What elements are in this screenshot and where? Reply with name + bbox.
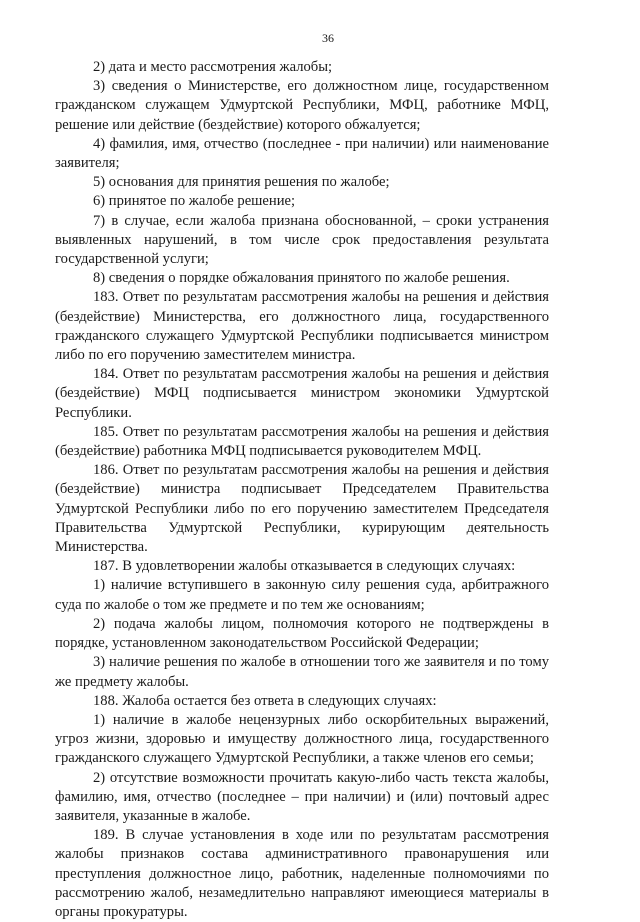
page-number: 36 <box>322 31 334 45</box>
paragraph-185: 185. Ответ по результатам рассмотрения жалобы на решения и действия (бездействие) работника МФЦ подписывается руководителем МФЦ. <box>55 423 549 460</box>
paragraph-188: 188. Жалоба остается без ответа в следующих случаях: <box>93 692 437 709</box>
paragraph-item-4: 4) фамилия, имя, отчество (последнее - при наличии) или наименование заявителя; <box>55 135 549 172</box>
paragraph-item-5: 5) основания для принятия решения по жалобе; <box>93 174 390 191</box>
paragraph-189: 189. В случае установления в ходе или по результатам рассмотрения жалобы признаков состава административного правонарушения или преступления должностное лицо, работник, наделенные полномочиями по рассмотрению жалоб, незамедлительно направляют имеющиеся материалы в органы прокуратуры. <box>55 827 549 920</box>
paragraph-183: 183. Ответ по результатам рассмотрения жалобы на решения и действия (бездействие) Министерства, его должностного лица, государственного гражданского служащего Удмуртской Республики подписывается министром либо по его поручению заместителем министра. <box>55 289 549 364</box>
paragraph-187-item-3: 3) наличие решения по жалобе в отношении того же заявителя и по тому же предмету жалобы. <box>55 654 549 690</box>
paragraph-184: 184. Ответ по результатам рассмотрения жалобы на решения и действия (бездействие) МФЦ подписывается министром экономики Удмуртской Республики. <box>55 366 549 421</box>
paragraph-item-3: 3) сведения о Министерстве, его должностном лице, государственном гражданском служащем Удмуртской Республики, МФЦ, работнике МФЦ, решение или действие (бездействие) которого обжалуется; <box>55 78 549 133</box>
paragraph-item-6: 6) принятое по жалобе решение; <box>93 193 296 210</box>
paragraph-188-item-1: 1) наличие в жалобе нецензурных либо оскорбительных выражений, угроз жизни, здоровью и имуществу должностного лица, государственного гражданского служащего Удмуртской Республики, а также членов его семьи; <box>55 711 549 767</box>
paragraph-187-item-2: 2) подача жалобы лицом, полномочия которого не подтверждены в порядке, установленном законодательством Российской Федерации; <box>55 615 549 652</box>
paragraph-item-2: 2) дата и место рассмотрения жалобы; <box>93 59 333 75</box>
paragraph-187-item-1: 1) наличие вступившего в законную силу решения суда, арбитражного суда по жалобе о том же предмете и по тем же основаниям; <box>55 577 549 613</box>
paragraph-item-7: 7) в случае, если жалоба признана обоснованной, – сроки устранения выявленных нарушений, в том числе срок предоставления результата государственной услуги; <box>55 212 549 268</box>
paragraph-187: 187. В удовлетворении жалобы отказывается в следующих случаях: <box>93 558 516 575</box>
paragraph-188-item-2: 2) отсутствие возможности прочитать какую-либо часть текста жалобы, фамилию, имя, отчество (последнее – при наличии) и (или) почтовый адрес заявителя, указанные в жалобе. <box>55 769 549 824</box>
paragraph-186: 186. Ответ по результатам рассмотрения жалобы на решения и действия (бездействие) министра подписывает Председателем Правительства Удмуртской Республики либо по его поручению заместителем Председателя Правительства Удмуртской Республики, курирующим деятельность Министерства. <box>55 462 549 556</box>
document-body <box>55 58 549 922</box>
paragraph-item-8: 8) сведения о порядке обжалования принятого по жалобе решения. <box>93 270 510 287</box>
